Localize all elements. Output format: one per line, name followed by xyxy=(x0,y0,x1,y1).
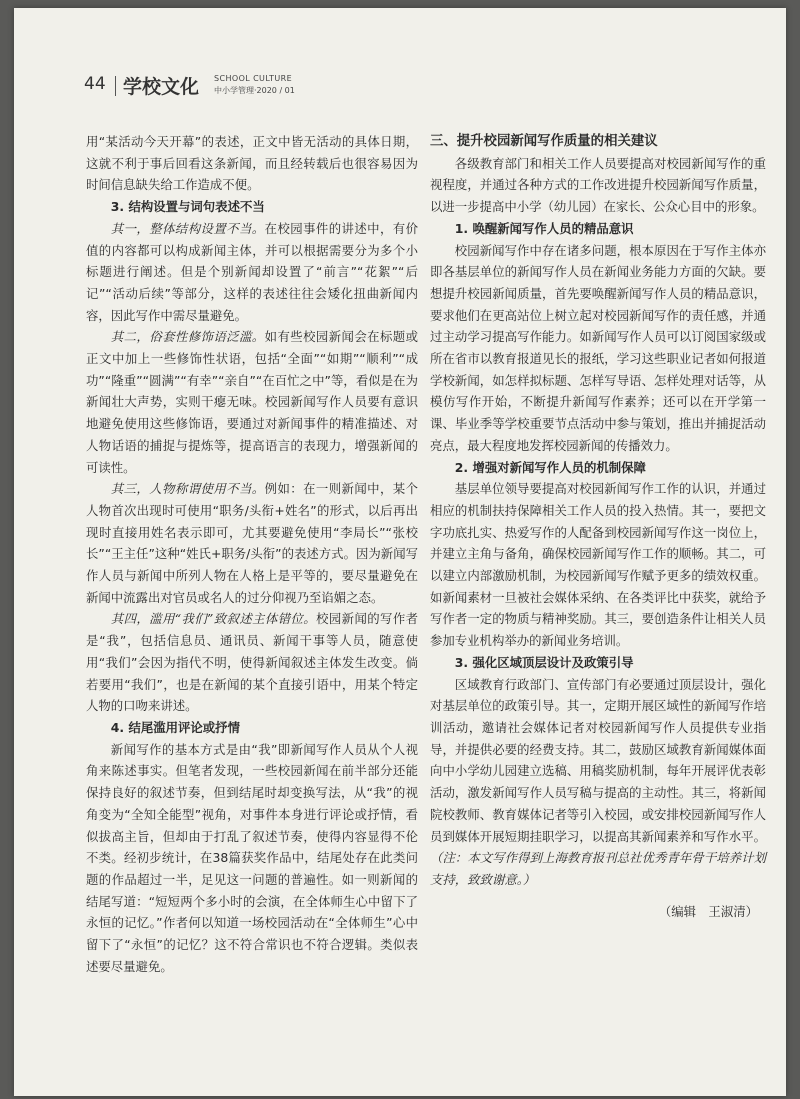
editor-credit: （编辑 王淑清） xyxy=(658,903,758,919)
page-number: 44 xyxy=(84,74,106,94)
paragraph: 用“某活动今天开幕”的表述，正文中皆无活动的具体日期，这就不利于事后回看这条新闻，而且经转载后也很容易因为时间信息缺失给工作造成不便。 xyxy=(86,134,418,193)
paragraph xyxy=(86,326,418,478)
paragraph: 基层单位领导要提高对校园新闻写作工作的认识，并通过相应的机制扶持保障相关工作人员的投入热情。其一，要把文字功底扎实、热爱写作的人配备到校园新闻写作这一岗位上，并建立主角与备角，确保校园新闻写作工作的顺畅。其二，可以建立内部激励机制，为校园新闻写作赋予更多的绩效权重。如新闻素材一旦被社会媒体采纳、在各类评比中获奖，就给予写作者一定的物质与精神奖励。其三，要创造条件让相关人员参加专业机构举办的新闻业务培训。 xyxy=(430,481,766,649)
section-heading: 3. 结构设置与词句表述不当 xyxy=(110,199,265,215)
magazine-subtitle-en: SCHOOL CULTURE xyxy=(214,74,293,83)
paragraph-lead: 其三，人物称谓使用不当。 xyxy=(110,481,265,497)
paragraph xyxy=(430,674,766,891)
paragraph-body: 如有些校园新闻会在标题或正文中加上一些修饰性状语，包括“全面”“如期”“顺利”“成功”“隆重”“圆满”“有幸”“亲自”“在百忙之中”等，看似是在为新闻壮大声势，实则干瘪无味。校园新闻写作人员要有意识地避免使用这些修饰语，要通过对新闻事件的精准描述、对人物话语的捕捉与提炼等，提高语言的表现力，增强新闻的可读性。 xyxy=(86,329,419,475)
section-heading: 3. 强化区域顶层设计及政策引导 xyxy=(454,654,634,670)
page-header xyxy=(84,74,484,104)
paragraph: 校园新闻写作中存在诸多问题，根本原因在于写作主体亦即各基层单位的新闻写作人员在新闻业务能力方面的欠缺。要想提升校园新闻质量，首先要唤醒新闻写作人员的精品意识，要求他们在更高站位上树立起对校园新闻写作的责任感，并通过主动学习提高写作能力。如新闻写作人员可以订阅国家级或所在省市以教育报道见长的报纸，学习这些职业记者如何报道学校新闻，如怎样拟标题、怎样写导语、怎样处理对话等，从模仿写作开始，不断提升新闻写作素养；还可以在开学第一课、毕业季等学校重要节点活动中参与策划，推出并捕捉活动亮点，最大程度地发挥校园新闻的传播效力。 xyxy=(430,242,766,453)
paragraph-lead: 其四，滥用“我们”致叙述主体错位。 xyxy=(110,611,317,627)
chapter-heading: 三、提升校园新闻写作质量的相关建议 xyxy=(430,134,658,149)
paragraph xyxy=(86,478,418,608)
paragraph xyxy=(86,608,418,717)
header-divider xyxy=(115,76,116,96)
right-column xyxy=(430,131,766,922)
left-column xyxy=(86,131,418,977)
acknowledgement-note: （注：本文写作得到上海教育报刊总社优秀青年骨干培养计划支持，致致谢意。） xyxy=(430,850,766,887)
paragraph-body: 校园新闻的写作者是“我”，包括信息员、通讯员、新闻干事等人员，随意使用“我们”会因为指代不明，使得新闻叙述主体发生改变。倘若要用“我们”，也是在新闻的某个直接引语中，用某个特定人物的口吻来讲述。 xyxy=(86,611,419,714)
paragraph-body: 区域教育行政部门、宣传部门有必要通过顶层设计，强化对基层单位的政策引导。其一，定期开展区域性的新闻写作培训活动，邀请社会媒体记者对校园新闻写作人员提供专业指导，并提供必要的经费支持。其二，鼓励区域教育新闻媒体面向中小学幼儿园建立选稿、用稿奖励机制，每年开展评优表彰活动，激发新闻写作人员写稿与提高的主动性。其三，将新闻院校教师、教育媒体记者等引入校园，或安排校园新闻写作人员到媒体开展短期挂职学习，以提高其新闻素养和写作水平。 xyxy=(430,676,766,844)
paragraph-body: 例如：在一则新闻中，某个人物首次出现时可使用“职务/头衔+姓名”的形式，以后再出现时直接用姓名表示即可，尤其要避免使用“李局长”“张校长”“王主任”这种“姓氏+职务/头衔”的表述方式。因为新闻写作人员与新闻中所列人物在人格上是平等的，要尽量避免在新闻中流露出对官员或名人的过分仰视乃至谄媚之态。 xyxy=(86,481,419,605)
paragraph xyxy=(86,218,418,327)
paragraph-body: 在校园事件的讲述中，有价值的内容都可以构成新闻主体，并可以根据需要分为多个小标题进行阐述。但是个别新闻却设置了“前言”“花絮”“后记”“活动后续”等部分，这样的表述往往会矮化扭曲新闻内容，因此写作中需尽量避免。 xyxy=(86,220,419,323)
magazine-title: 学校文化 xyxy=(123,76,200,98)
section-heading: 4. 结尾滥用评论或抒情 xyxy=(110,719,240,735)
section-heading: 1. 唤醒新闻写作人员的精品意识 xyxy=(454,220,634,236)
magazine-page xyxy=(14,8,786,1096)
magazine-issue: 中小学管理·2020 / 01 xyxy=(214,86,295,95)
section-heading: 2. 增强对新闻写作人员的机制保障 xyxy=(454,459,646,475)
paragraph: 各级教育部门和相关工作人员要提高对校园新闻写作的重视程度，并通过各种方式的工作改进提升校园新闻写作质量，以进一步提高中小学（幼儿园）在家长、公众心目中的形象。 xyxy=(430,155,766,215)
paragraph: 新闻写作的基本方式是由“我”即新闻写作人员从个人视角来陈述事实。但笔者发现，一些校园新闻在前半部分还能保持良好的叙述节奏，但到结尾时却变换写法，从“我”的视角变为“全知全能型”视角，对事件本身进行评论或抒情，看似拔高主旨，但却由于打乱了叙述节奏，使得内容显得不伦不类。经初步统计，在38篇获奖作品中，结尾处存在此类问题的作品超过一半，足见这一问题的普遍性。如一则新闻的结尾写道：“短短两个多小时的会演，在全体师生心中留下了永恒的记忆。”作者何以知道一场校园活动在“全体师生”心中留下了“永恒”的记忆？这不符合常识也不符合逻辑。类似表述要尽量避免。 xyxy=(86,741,418,974)
paragraph-lead: 其一，整体结构设置不当。 xyxy=(110,220,265,236)
paragraph-lead: 其二，俗套性修饰语泛滥。 xyxy=(110,329,265,345)
